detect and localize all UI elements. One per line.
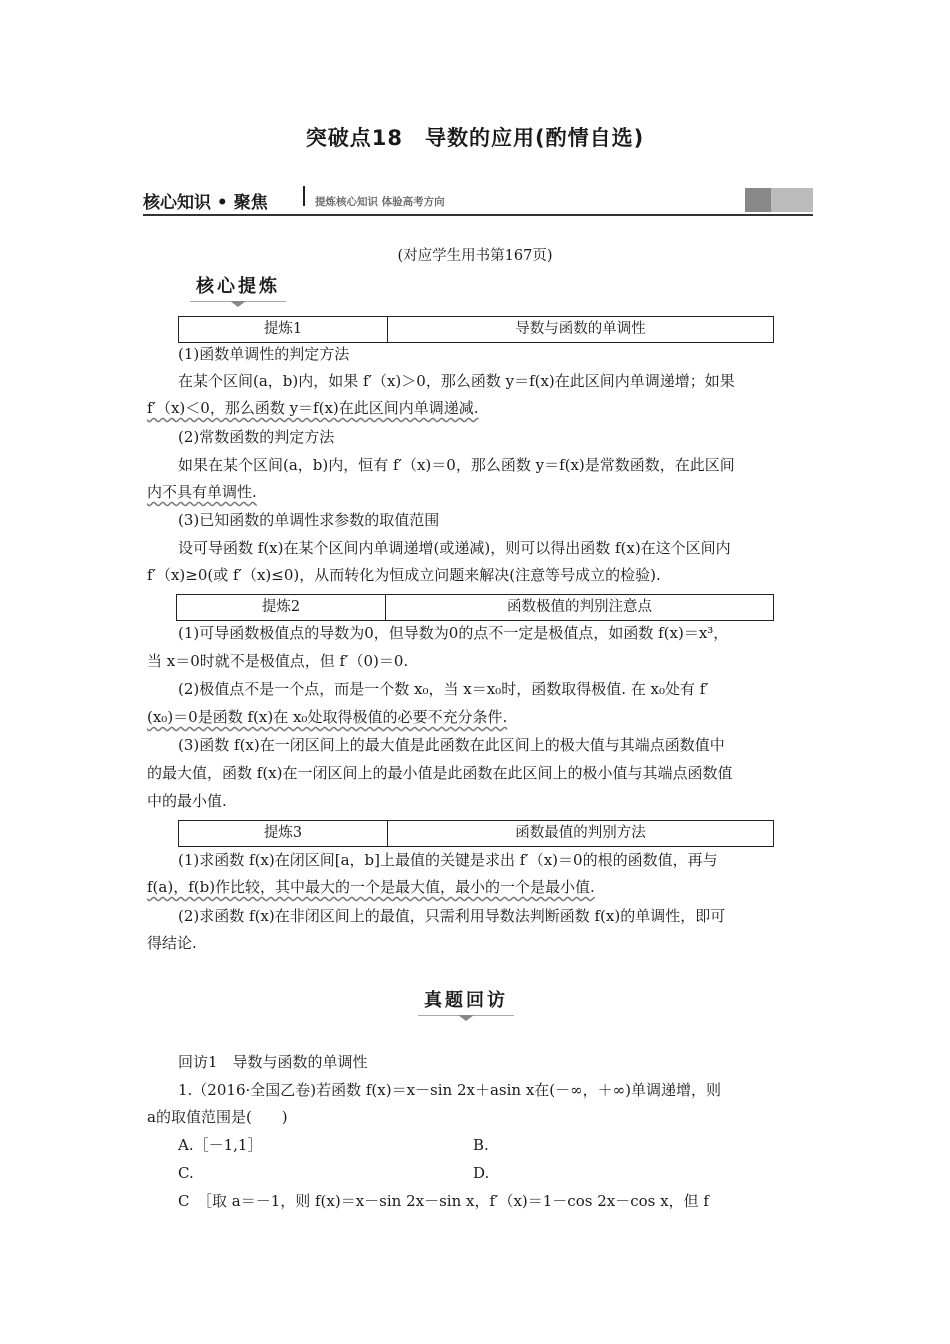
table-cell-label: 提炼2 bbox=[177, 595, 386, 620]
page-title: 突破点18 导数的应用(酌情自选) bbox=[305, 126, 645, 150]
section-bar bbox=[143, 184, 813, 216]
text-line: (x₀)＝0是函数 f(x)在 x₀处取得极值的必要不充分条件. bbox=[147, 708, 508, 726]
triangle-down-icon bbox=[230, 301, 246, 307]
topic-table-1 bbox=[178, 316, 774, 343]
text-line: f(a)，f(b)作比较，其中最大的一个是最大值，最小的一个是最小值. bbox=[147, 878, 595, 896]
table-cell-topic: 函数极值的判别注意点 bbox=[507, 599, 652, 615]
question-stem: a的取值范围是( ) bbox=[147, 1108, 288, 1126]
topic-table-3 bbox=[178, 820, 774, 847]
triangle-down-icon bbox=[458, 1015, 474, 1021]
section-title: 核心知识 • 聚焦 bbox=[143, 193, 268, 213]
option-b: B. bbox=[473, 1136, 489, 1154]
text-line: (3)已知函数的单调性求参数的取值范围 bbox=[178, 511, 440, 529]
table-cell-label: 提炼3 bbox=[179, 821, 388, 846]
text-line: 内不具有单调性. bbox=[147, 483, 257, 501]
text-line: 的最大值，函数 f(x)在一闭区间上的最小值是此函数在此区间上的极小值与其端点函数值 bbox=[147, 764, 733, 782]
section-subtitle: 提炼核心知识 体验高考方向 bbox=[315, 196, 445, 208]
heading-core bbox=[196, 272, 280, 298]
text-line: f′（x)＜0，那么函数 y＝f(x)在此区间内单调递减. bbox=[147, 399, 479, 417]
text-line: 在某个区间(a，b)内，如果 f′（x)＞0，那么函数 y＝f(x)在此区间内单调递增；如果 bbox=[178, 372, 735, 390]
section-separator bbox=[303, 186, 305, 206]
heading-review-text: 真题回访 bbox=[424, 990, 508, 1011]
table-cell-topic: 函数最值的判别方法 bbox=[515, 825, 646, 841]
text-line: (1)可导函数极值点的导数为0，但导数为0的点不一定是极值点，如函数 f(x)＝x³， bbox=[178, 624, 729, 642]
text-line: 当 x＝0时就不是极值点，但 f′（0)＝0. bbox=[147, 652, 409, 670]
decor-block-dark bbox=[745, 188, 771, 212]
question-stem: 1.（2016·全国乙卷)若函数 f(x)＝x－sin 2x＋asin x在(－∞，＋∞)单调递增，则 bbox=[178, 1081, 721, 1099]
option-a: A.［－1,1］ bbox=[178, 1136, 263, 1154]
option-d: D. bbox=[473, 1164, 490, 1182]
text-line: f′（x)≥0(或 f′（x)≤0)，从而转化为恒成立问题来解决(注意等号成立的检验). bbox=[147, 566, 661, 584]
table-cell-label: 提炼1 bbox=[179, 317, 388, 342]
text-line: (2)极值点不是一个点，而是一个数 x₀，当 x＝x₀时，函数取得极值. 在 x₀处有 f′ bbox=[178, 680, 709, 698]
text-line: 回访1 导数与函数的单调性 bbox=[178, 1053, 368, 1071]
option-c: C. bbox=[178, 1164, 194, 1182]
text-line: (1)求函数 f(x)在闭区间[a，b]上最值的关键是求出 f′（x)＝0的根的函数值，再与 bbox=[178, 851, 718, 869]
text-line: (2)常数函数的判定方法 bbox=[178, 428, 335, 446]
text-line: 中的最小值. bbox=[147, 792, 227, 810]
answer-line: C ［取 a＝－1，则 f(x)＝x－sin 2x－sin x，f′（x)＝1－cos 2x－cos x，但 f bbox=[178, 1192, 709, 1210]
page-reference: (对应学生用书第167页) bbox=[397, 248, 553, 264]
text-line: (3)函数 f(x)在一闭区间上的最大值是此函数在此区间上的极大值与其端点函数值中 bbox=[178, 736, 725, 754]
text-line: 得结论. bbox=[147, 934, 197, 952]
text-line: 设可导函数 f(x)在某个区间内单调递增(或递减)，则可以得出函数 f(x)在这个区间内 bbox=[178, 539, 731, 557]
text-line: 如果在某个区间(a，b)内，恒有 f′（x)＝0，那么函数 y＝f(x)是常数函数，在此区间 bbox=[178, 456, 735, 474]
text-line: (2)求函数 f(x)在非闭区间上的最值，只需利用导数法判断函数 f(x)的单调性，即可 bbox=[178, 907, 726, 925]
topic-table-2 bbox=[176, 594, 774, 621]
table-cell-topic: 导数与函数的单调性 bbox=[515, 321, 646, 337]
heading-review bbox=[424, 986, 508, 1012]
heading-core-text: 核心提炼 bbox=[196, 276, 280, 297]
decor-block-light bbox=[771, 188, 813, 212]
text-line: (1)函数单调性的判定方法 bbox=[178, 345, 350, 363]
